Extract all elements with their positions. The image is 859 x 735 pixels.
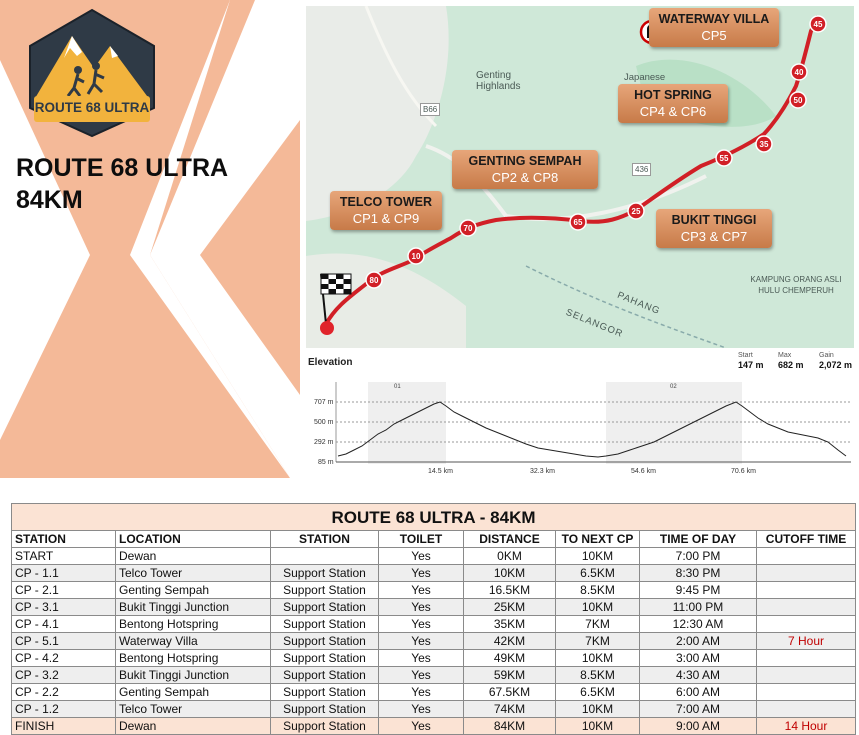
cell-station-type: Support Station: [271, 650, 379, 667]
cell-distance: 67.5KM: [464, 684, 556, 701]
table-row: [12, 667, 856, 684]
cell-toilet: Yes: [379, 718, 464, 735]
cell-toilet: Yes: [379, 599, 464, 616]
cell-location: Bukit Tinggi Junction: [116, 667, 271, 684]
cell-station-id: CP - 1.2: [12, 701, 116, 718]
elevation-ytick-500: 500 m: [314, 419, 334, 426]
cell-time-of-day: 9:00 AM: [640, 718, 757, 735]
cell-to-next-cp: 10KM: [556, 599, 640, 616]
cell-to-next-cp: 10KM: [556, 701, 640, 718]
table-row: [12, 599, 856, 616]
cell-cutoff-time: [757, 548, 856, 565]
col-toilet: TOILET: [379, 531, 464, 548]
cell-distance: 16.5KM: [464, 582, 556, 599]
cell-to-next-cp: 7KM: [556, 616, 640, 633]
cell-location: Genting Sempah: [116, 582, 271, 599]
cell-time-of-day: 8:30 PM: [640, 565, 757, 582]
cell-time-of-day: 9:45 PM: [640, 582, 757, 599]
cell-to-next-cp: 10KM: [556, 548, 640, 565]
cell-time-of-day: 7:00 PM: [640, 548, 757, 565]
cell-toilet: Yes: [379, 582, 464, 599]
elevation-ytick-85: 85 m: [318, 459, 334, 466]
elevation-chart: [306, 350, 854, 478]
table-row: [12, 684, 856, 701]
cell-toilet: Yes: [379, 616, 464, 633]
elevation-xtick-54: 54.6 km: [631, 468, 656, 475]
place-label-b66: B66: [420, 103, 440, 116]
km-marker-label: 55: [719, 154, 729, 163]
cell-distance: 42KM: [464, 633, 556, 650]
cell-location: Bentong Hotspring: [116, 616, 271, 633]
cell-toilet: Yes: [379, 565, 464, 582]
elevation-stat-start: Start 147 m: [738, 352, 764, 370]
place-label-genting: Genting Highlands: [476, 70, 521, 92]
cell-station-id: CP - 3.1: [12, 599, 116, 616]
elevation-ytick-707: 707 m: [314, 399, 334, 406]
cell-location: Dewan: [116, 718, 271, 735]
cell-time-of-day: 2:00 AM: [640, 633, 757, 650]
cell-toilet: Yes: [379, 667, 464, 684]
cell-station-type: Support Station: [271, 718, 379, 735]
elevation-lap-01: 01: [394, 384, 401, 390]
cell-station-id: CP - 3.2: [12, 667, 116, 684]
cell-cutoff-time: [757, 701, 856, 718]
cell-distance: 84KM: [464, 718, 556, 735]
cell-time-of-day: 7:00 AM: [640, 701, 757, 718]
cell-toilet: Yes: [379, 633, 464, 650]
elevation-stat-max: Max 682 m: [778, 352, 804, 370]
cell-toilet: Yes: [379, 701, 464, 718]
cell-to-next-cp: 10KM: [556, 650, 640, 667]
cell-to-next-cp: 10KM: [556, 718, 640, 735]
km-marker-label: 70: [463, 224, 473, 233]
cell-cutoff-time: [757, 684, 856, 701]
cell-cutoff-time: [757, 667, 856, 684]
cell-time-of-day: 12:30 AM: [640, 616, 757, 633]
cell-distance: 59KM: [464, 667, 556, 684]
table-row: [12, 633, 856, 650]
cell-station-type: Support Station: [271, 616, 379, 633]
cell-to-next-cp: 8.5KM: [556, 667, 640, 684]
schedule-table: [11, 503, 855, 735]
elevation-profile: [306, 350, 854, 478]
cell-time-of-day: 6:00 AM: [640, 684, 757, 701]
cell-station-id: CP - 2.1: [12, 582, 116, 599]
cell-time-of-day: 4:30 AM: [640, 667, 757, 684]
cell-station-id: FINISH: [12, 718, 116, 735]
km-marker-label: 65: [573, 218, 583, 227]
elevation-ytick-292: 292 m: [314, 439, 334, 446]
table-row: [12, 582, 856, 599]
cell-distance: 49KM: [464, 650, 556, 667]
elevation-lap-02: 02: [670, 384, 677, 390]
checkpoint-telco-tower: TELCO TOWER CP1 & CP9: [330, 191, 442, 230]
km-marker-label: 10: [411, 252, 421, 261]
cell-station-id: CP - 1.1: [12, 565, 116, 582]
cell-station-type: Support Station: [271, 582, 379, 599]
col-time-of-day: TIME OF DAY: [640, 531, 757, 548]
route-map: [306, 6, 854, 348]
cell-distance: 10KM: [464, 565, 556, 582]
cell-location: Telco Tower: [116, 701, 271, 718]
checkpoint-genting-sempah: GENTING SEMPAH CP2 & CP8: [452, 150, 598, 189]
elevation-xtick-70: 70.6 km: [731, 468, 756, 475]
cell-station-id: CP - 2.2: [12, 684, 116, 701]
cell-toilet: Yes: [379, 684, 464, 701]
cell-cutoff-time: 7 Hour: [757, 633, 856, 650]
cell-location: Telco Tower: [116, 565, 271, 582]
cell-location: Bentong Hotspring: [116, 650, 271, 667]
cell-cutoff-time: [757, 582, 856, 599]
col-cutoff-time: CUTOFF TIME: [757, 531, 856, 548]
event-title-name: ROUTE 68 ULTRA: [16, 154, 229, 182]
cell-station-id: CP - 4.1: [12, 616, 116, 633]
cell-station-type: Support Station: [271, 667, 379, 684]
elevation-xtick-14: 14.5 km: [428, 468, 453, 475]
cell-distance: 25KM: [464, 599, 556, 616]
km-marker-label: 40: [794, 68, 804, 77]
col-station-type: STATION: [271, 531, 379, 548]
place-label-436: 436: [632, 163, 651, 176]
place-label-japanese: Japanese: [624, 72, 666, 83]
cell-station-type: Support Station: [271, 684, 379, 701]
cell-station-type: Support Station: [271, 565, 379, 582]
checkpoint-hot-spring: HOT SPRING CP4 & CP6: [618, 84, 728, 123]
cell-location: Bukit Tinggi Junction: [116, 599, 271, 616]
place-label-selangor: SELANGOR: [564, 307, 625, 340]
table-row: [12, 548, 856, 565]
cell-station-id: CP - 4.2: [12, 650, 116, 667]
col-distance: DISTANCE: [464, 531, 556, 548]
col-location: LOCATION: [116, 531, 271, 548]
cell-distance: 35KM: [464, 616, 556, 633]
cell-cutoff-time: [757, 616, 856, 633]
km-marker-label: 35: [759, 140, 769, 149]
logo-text: ROUTE 68 ULTRA: [34, 100, 150, 115]
km-marker-label: 50: [793, 96, 803, 105]
cell-distance: 74KM: [464, 701, 556, 718]
col-to-next-cp: TO NEXT CP: [556, 531, 640, 548]
km-marker-label: 80: [369, 276, 379, 285]
elevation-title: Elevation: [308, 357, 353, 368]
cell-cutoff-time: 14 Hour: [757, 718, 856, 735]
event-title: [16, 152, 228, 216]
route68-logo: [22, 8, 162, 138]
cell-cutoff-time: [757, 599, 856, 616]
cell-location: Waterway Villa: [116, 633, 271, 650]
logo-badge-icon: [22, 8, 162, 138]
cell-to-next-cp: 6.5KM: [556, 565, 640, 582]
cell-station-type: Support Station: [271, 633, 379, 650]
km-marker-label: 25: [631, 207, 641, 216]
table-row: [12, 616, 856, 633]
cell-station-id: CP - 5.1: [12, 633, 116, 650]
cell-cutoff-time: [757, 565, 856, 582]
table-title: ROUTE 68 ULTRA - 84KM: [12, 504, 856, 531]
table-row: [12, 565, 856, 582]
km-marker-label: 45: [813, 20, 823, 29]
cell-station-type: Support Station: [271, 599, 379, 616]
table-row: [12, 718, 856, 735]
cell-toilet: Yes: [379, 548, 464, 565]
table-header-row: [12, 531, 856, 548]
place-label-pahang: PAHANG: [615, 289, 662, 318]
elevation-stat-gain: Gain 2,072 m: [819, 352, 853, 370]
cell-station-type: Support Station: [271, 701, 379, 718]
cell-time-of-day: 11:00 PM: [640, 599, 757, 616]
checkpoint-bukit-tinggi: BUKIT TINGGI CP3 & CP7: [656, 209, 772, 248]
cell-cutoff-time: [757, 650, 856, 667]
table-row: [12, 701, 856, 718]
cell-station-type: [271, 548, 379, 565]
table-row: [12, 650, 856, 667]
cell-distance: 0KM: [464, 548, 556, 565]
place-label-chemperuh: KAMPUNG ORANG ASLI HULU CHEMPERUH: [750, 275, 842, 295]
checkpoint-waterway-villa: WATERWAY VILLA CP5: [649, 8, 779, 47]
cell-to-next-cp: 7KM: [556, 633, 640, 650]
col-station-id: STATION: [12, 531, 116, 548]
cell-toilet: Yes: [379, 650, 464, 667]
event-title-distance: 84KM: [16, 186, 83, 214]
cell-location: Dewan: [116, 548, 271, 565]
cell-to-next-cp: 8.5KM: [556, 582, 640, 599]
cell-station-id: START: [12, 548, 116, 565]
cell-to-next-cp: 6.5KM: [556, 684, 640, 701]
cell-time-of-day: 3:00 AM: [640, 650, 757, 667]
cell-location: Genting Sempah: [116, 684, 271, 701]
elevation-xtick-32: 32.3 km: [530, 468, 555, 475]
brand-panel: [0, 0, 300, 478]
